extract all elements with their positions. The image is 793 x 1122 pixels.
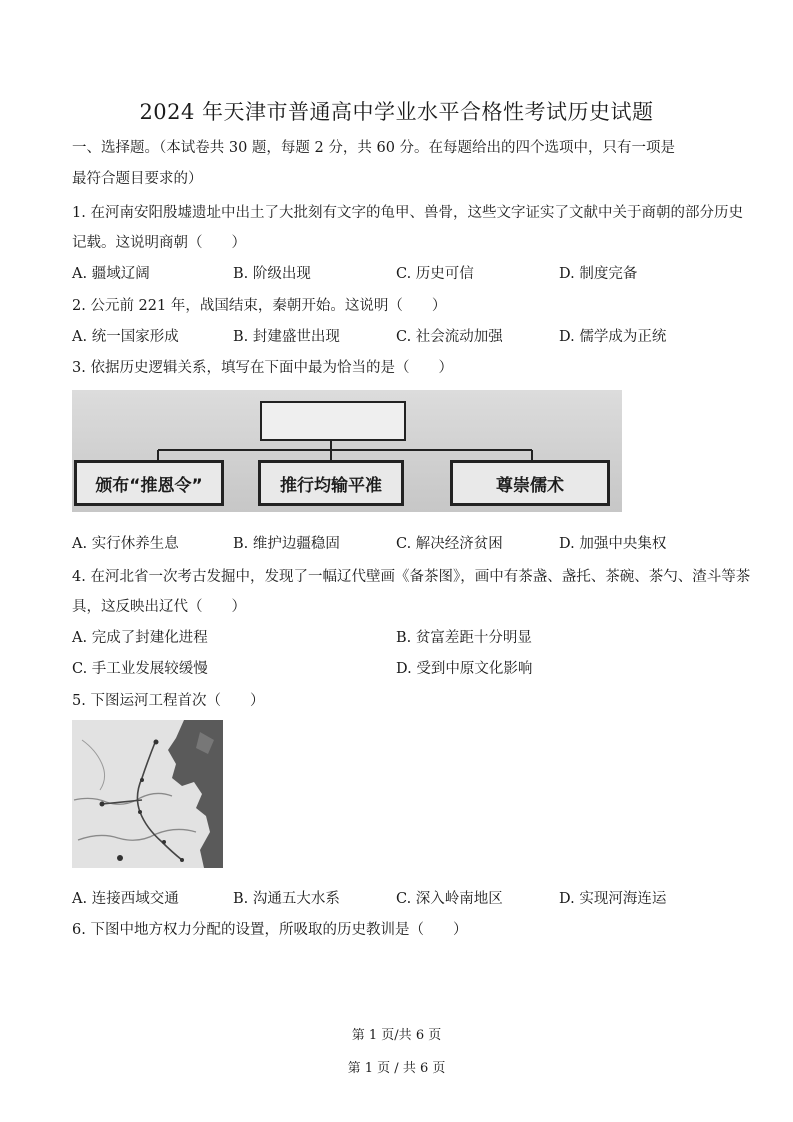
q2-option-c: C. 社会流动加强 (396, 329, 503, 345)
q1-stem-line1: 1. 在河南安阳殷墟遗址中出土了大批刻有文字的龟甲、兽骨，这些文字证实了文献中关于商朝的部分历史 (72, 205, 743, 221)
q3-box-tuienling: 颁布“推恩令” (74, 460, 224, 506)
q1-option-b: B. 阶级出现 (233, 266, 311, 282)
q5-option-d: D. 实现河海连运 (559, 891, 667, 907)
q4-option-c: C. 手工业发展较缓慢 (72, 661, 208, 677)
q3-option-c: C. 解决经济贫困 (396, 536, 503, 552)
q3-box-junshu: 推行均输平准 (258, 460, 404, 506)
q1-option-c: C. 历史可信 (396, 266, 474, 282)
q3-diagram (72, 390, 622, 512)
section-heading-line2: 最符合题目要求的） (72, 171, 203, 187)
canal-map-image (72, 720, 223, 868)
q5-option-b: B. 沟通五大水系 (233, 891, 340, 907)
q4-option-b: B. 贫富差距十分明显 (396, 630, 532, 646)
q5-option-c: C. 深入岭南地区 (396, 891, 503, 907)
q3-box-ruxue: 尊崇儒术 (450, 460, 610, 506)
q2-option-a: A. 统一国家形成 (72, 329, 179, 345)
q1-option-a: A. 疆域辽阔 (72, 266, 150, 282)
q1-option-d: D. 制度完备 (559, 266, 638, 282)
q5-option-a: A. 连接西域交通 (72, 891, 179, 907)
q5-stem: 5. 下图运河工程首次（ ） (72, 693, 265, 709)
q4-stem-line2: 具，这反映出辽代（ ） (72, 599, 246, 615)
q4-option-d: D. 受到中原文化影响 (396, 661, 533, 677)
q1-stem-line2: 记载。这说明商朝（ ） (72, 235, 246, 251)
q3-stem: 3. 依据历史逻辑关系，填写在下面中最为恰当的是（ ） (72, 360, 453, 376)
q3-blank-box (260, 401, 406, 441)
q3-option-a: A. 实行休养生息 (72, 536, 179, 552)
q5-canal-map (72, 720, 223, 868)
q2-option-b: B. 封建盛世出现 (233, 329, 340, 345)
q6-stem: 6. 下图中地方权力分配的设置，所吸取的历史教训是（ ） (72, 922, 468, 938)
q4-option-a: A. 完成了封建化进程 (72, 630, 208, 646)
q2-stem: 2. 公元前 221 年，战国结束，秦朝开始。这说明（ ） (72, 298, 447, 314)
page-title: 2024 年天津市普通高中学业水平合格性考试历史试题 (139, 100, 654, 124)
section-heading-line1: 一、选择题。（本试卷共 30 题，每题 2 分，共 60 分。在每题给出的四个选项中，只有一项是 (72, 140, 676, 156)
page-number-footer: 第 1 页/共 6 页 (351, 1028, 442, 1043)
q3-option-d: D. 加强中央集权 (559, 536, 667, 552)
q3-option-b: B. 维护边疆稳固 (233, 536, 340, 552)
q4-stem-line1: 4. 在河北省一次考古发掘中，发现了一幅辽代壁画《备茶图》，画中有茶盏、盏托、茶碗、茶勺、渣斗等茶 (72, 569, 751, 585)
q2-option-d: D. 儒学成为正统 (559, 329, 667, 345)
page-number-footer-secondary: 第 1 页 / 共 6 页 (347, 1061, 446, 1076)
